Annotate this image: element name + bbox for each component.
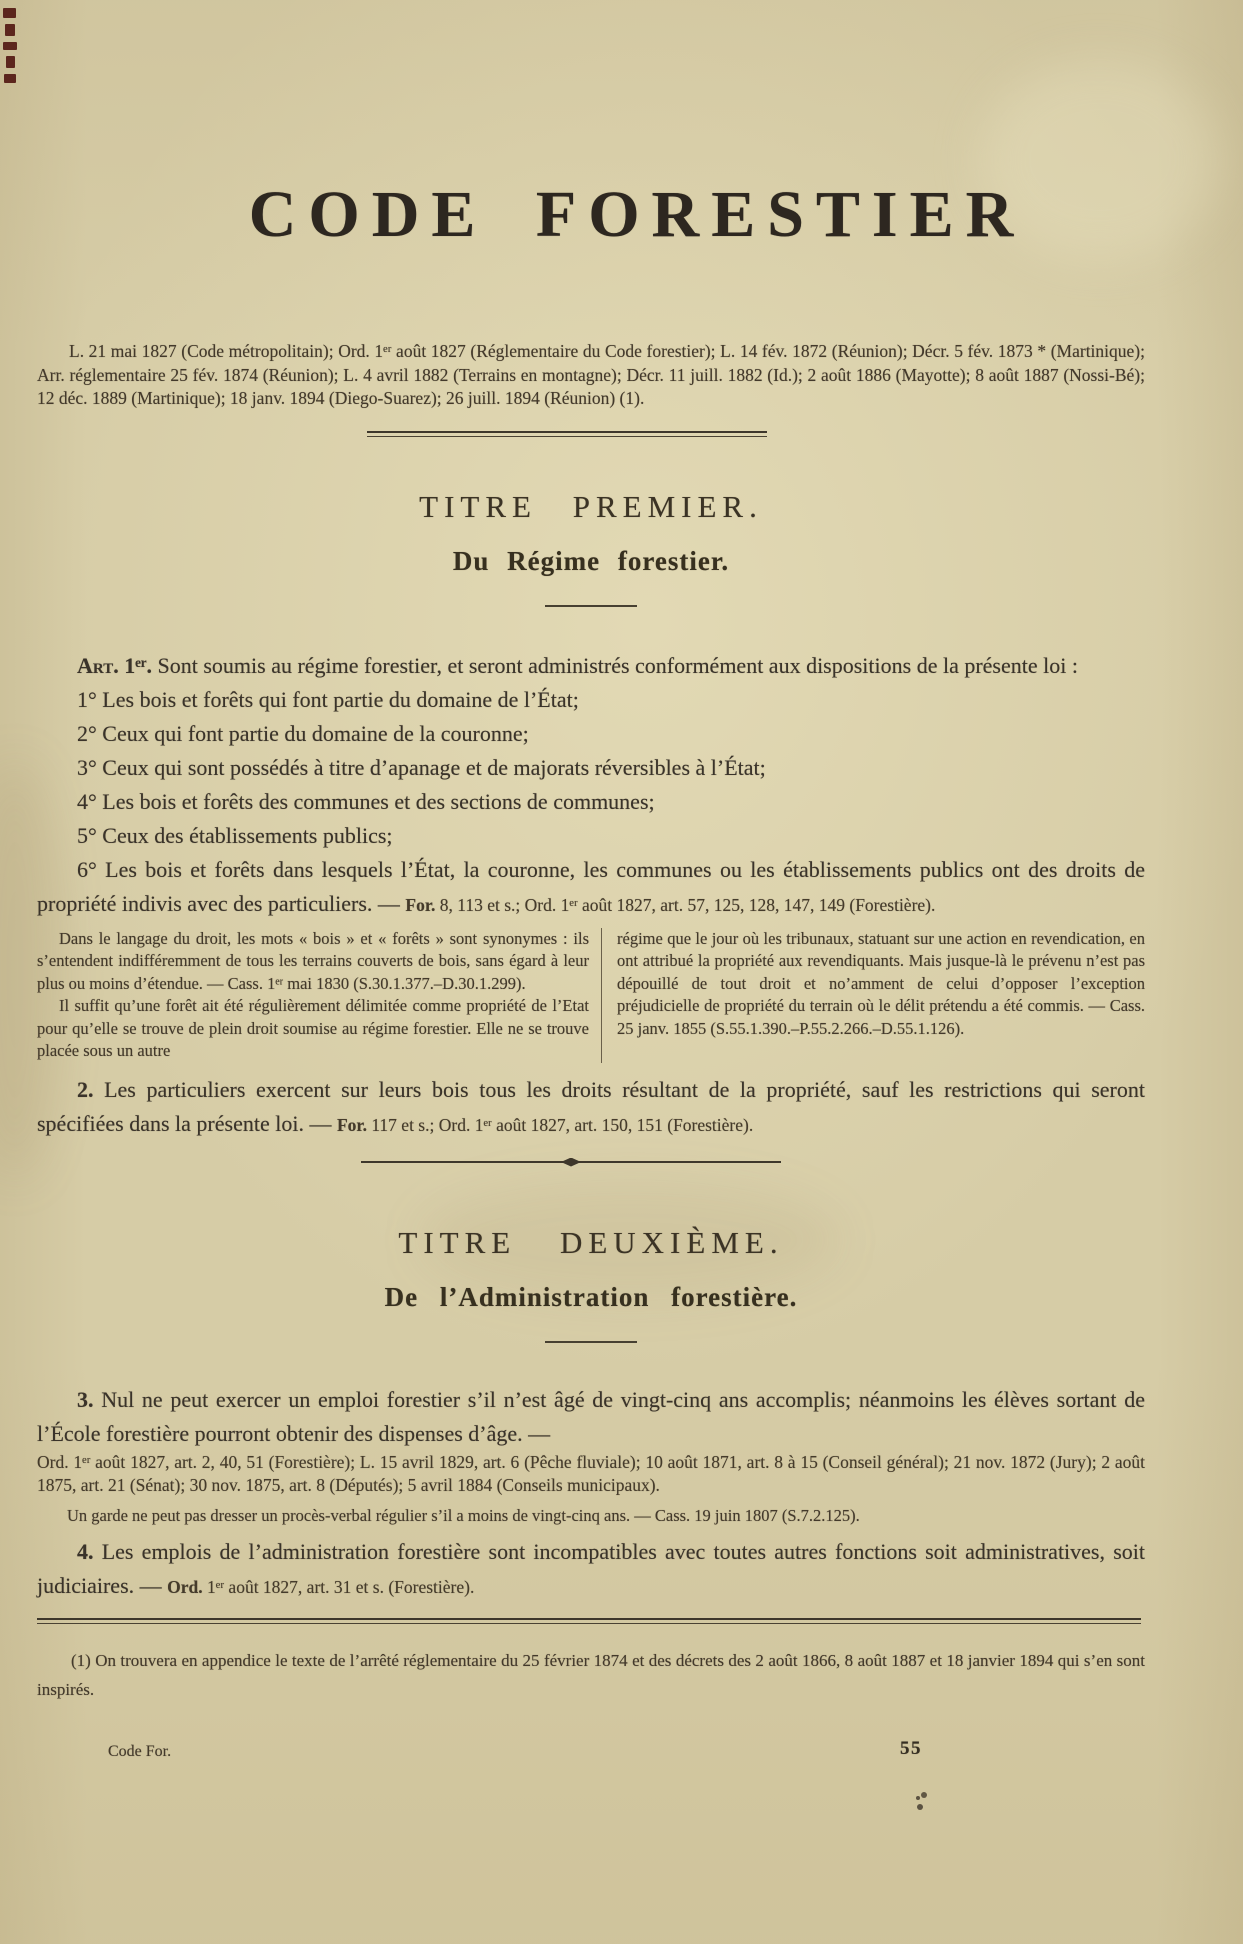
article-4: 4. Les emplois de l’administration forestière sont incompatibles avec toutes autres fonctions soit administratives, soit judiciaires. — Ord. 1ᵉʳ août 1827, art. 31 et s. (Forestière). xyxy=(37,1538,1145,1598)
footnote-separator-rule xyxy=(37,1618,1141,1624)
short-rule-divider xyxy=(545,605,637,607)
article-1-item-1: 1° Les bois et forêts qui font partie du domaine de l’État; xyxy=(77,686,579,712)
page-title: CODE FORESTIER xyxy=(248,178,1026,251)
diamond-ornament xyxy=(561,1158,581,1167)
article-1-item-6: 6° Les bois et forêts dans lesquels l’État, la couronne, les communes ou les établissements publics ont des droits de propriété indivis avec des particuliers. — For. 8, 113 et s.; Ord. 1ᵉʳ août 1827, art. 57, 125, 128, 147, 149 (Forestière). xyxy=(37,856,1145,916)
diamond-rule-divider xyxy=(361,1158,781,1167)
footnote-1: (1) On trouvera en appendice le texte de l’arrêté réglementaire du 25 février 1874 et des décrets des 2 août 1866, 8 août 1887 et 18 janvier 1894 qui s’en sont inspirés. xyxy=(37,1650,1145,1699)
case-annotation-columns xyxy=(37,928,1145,1063)
page-content xyxy=(37,0,1145,1704)
article-2: 2. Les particuliers exercent sur leurs bois tous les droits résultant de la propriété, sauf les restrictions qui seront spécifiées dans la présente loi. — For. 117 et s.; Ord. 1ᵉʳ août 1827, art. 150, 151 (Forestière). xyxy=(37,1076,1145,1136)
scan-edge-ink-marks xyxy=(3,8,21,83)
article-3-reference: Ord. 1ᵉʳ août 1827, art. 2, 40, 51 (Forestière); L. 15 avril 1829, art. 6 (Pêche fluviale); 10 août 1871, art. 8 à 15 (Conseil général); 21 nov. 1872 (Jury); 2 août 1875, art. 21 (Sénat); 30 nov. 1875, art. 8 (Députés); 5 avril 1884 (Conseils municipaux). xyxy=(37,1451,1145,1495)
article-1-reference: For. 8, 113 et s.; Ord. 1ᵉʳ août 1827, art. 57, 125, 128, 147, 149 (Forestière). xyxy=(405,894,936,915)
page-number: 55 xyxy=(900,1738,922,1759)
article-1-item-2: 2° Ceux qui font partie du domaine de la couronne; xyxy=(77,720,529,746)
article-4-number: 4. xyxy=(77,1538,94,1564)
article-1-item-3: 3° Ceux qui sont possédés à titre d’apanage et de majorats réversibles à l’État; xyxy=(77,754,766,780)
article-1-item-4: 4° Les bois et forêts des communes et des sections de communes; xyxy=(77,788,655,814)
signature-mark: Code For. xyxy=(108,1743,172,1760)
annotation-right-column xyxy=(601,928,1145,1063)
annotation-paragraph: Il suffit qu’une forêt ait été régulièrement délimitée comme propriété de l’Etat pour qu’elle se trouve de plein droit soumise au régime forestier. Elle ne se trouve placée sous un autre xyxy=(37,996,589,1060)
titre-premier-heading: TITRE PREMIER. xyxy=(419,488,763,524)
article-1-item-5: 5° Ceux des établissements publics; xyxy=(77,822,393,848)
annotation-left-column xyxy=(37,928,589,1063)
ink-speck-artifact xyxy=(916,1796,920,1800)
statute-headnote: L. 21 mai 1827 (Code métropolitain); Ord. 1ᵉʳ août 1827 (Réglementaire du Code forestier); L. 14 fév. 1872 (Réunion); Décr. 5 fév. 1873 * (Martinique); Arr. réglementaire 25 fév. 1874 (Réunion); L. 4 avril 1882 (Terrains en montagne); Décr. 11 juill. 1882 (Id.); 2 août 1886 (Mayotte); 8 août 1887 (Nossi-Bé); 12 déc. 1889 (Martinique); 18 janv. 1894 (Diego-Suarez); 26 juill. 1894 (Réunion) (1). xyxy=(37,341,1145,408)
article-3-case-note: Un garde ne peut pas dresser un procès-verbal régulier s’il a moins de vingt-cinq ans. — Cass. 19 juin 1807 (S.7.2.125). xyxy=(67,1505,860,1525)
double-rule-divider xyxy=(367,431,767,437)
article-1-intro: Art. 1ᵉʳ. Sont soumis au régime forestier, et seront administrés conformément aux dispositions de la présente loi : xyxy=(77,652,1078,678)
short-rule-divider xyxy=(545,1341,637,1343)
article-1-number: 1ᵉʳ. xyxy=(118,652,158,678)
article-3-number: 3. xyxy=(77,1386,94,1412)
article-1-label: Art. xyxy=(77,652,119,678)
titre-deuxieme-heading: TITRE DEUXIÈME. xyxy=(398,1224,784,1260)
annotation-paragraph: régime que le jour où les tribunaux, statuant sur une action en revendication, en ont attribué la propriété aux revendiquants. Mais jusque-là le prévenu n’est pas dépouillé de tout droit et no’amment de celui d’opposer l’exception préjudicielle de propriété du terrain où le délit prétendu a été commis. — Cass. 25 janv. 1855 (S.55.1.390.–P.55.2.266.–D.55.1.126). xyxy=(617,928,1145,1038)
article-3: 3. Nul ne peut exercer un emploi forestier s’il n’est âgé de vingt-cinq ans accomplis; néanmoins les élèves sortant de l’École forestière pourront obtenir des dispenses d’âge. — xyxy=(37,1386,1145,1446)
titre-premier-subheading: Du Régime forestier. xyxy=(452,545,730,576)
annotation-paragraph: Dans le langage du droit, les mots « bois » et « forêts » sont synonymes : ils s’entendent indifféremment de tous les terrains couverts de bois, sans égard à leur plus ou moins d’étendue. — Cass. 1ᵉʳ mai 1830 (S.30.1.377.–D.30.1.299). xyxy=(37,928,589,993)
article-2-reference: For. 117 et s.; Ord. 1ᵉʳ août 1827, art. 150, 151 (Forestière). xyxy=(336,1114,754,1135)
article-4-reference: Ord. 1ᵉʳ août 1827, art. 31 et s. (Forestière). xyxy=(167,1576,475,1597)
titre-deuxieme-subheading: De l’Administration forestière. xyxy=(384,1281,798,1312)
article-2-number: 2. xyxy=(77,1076,94,1102)
